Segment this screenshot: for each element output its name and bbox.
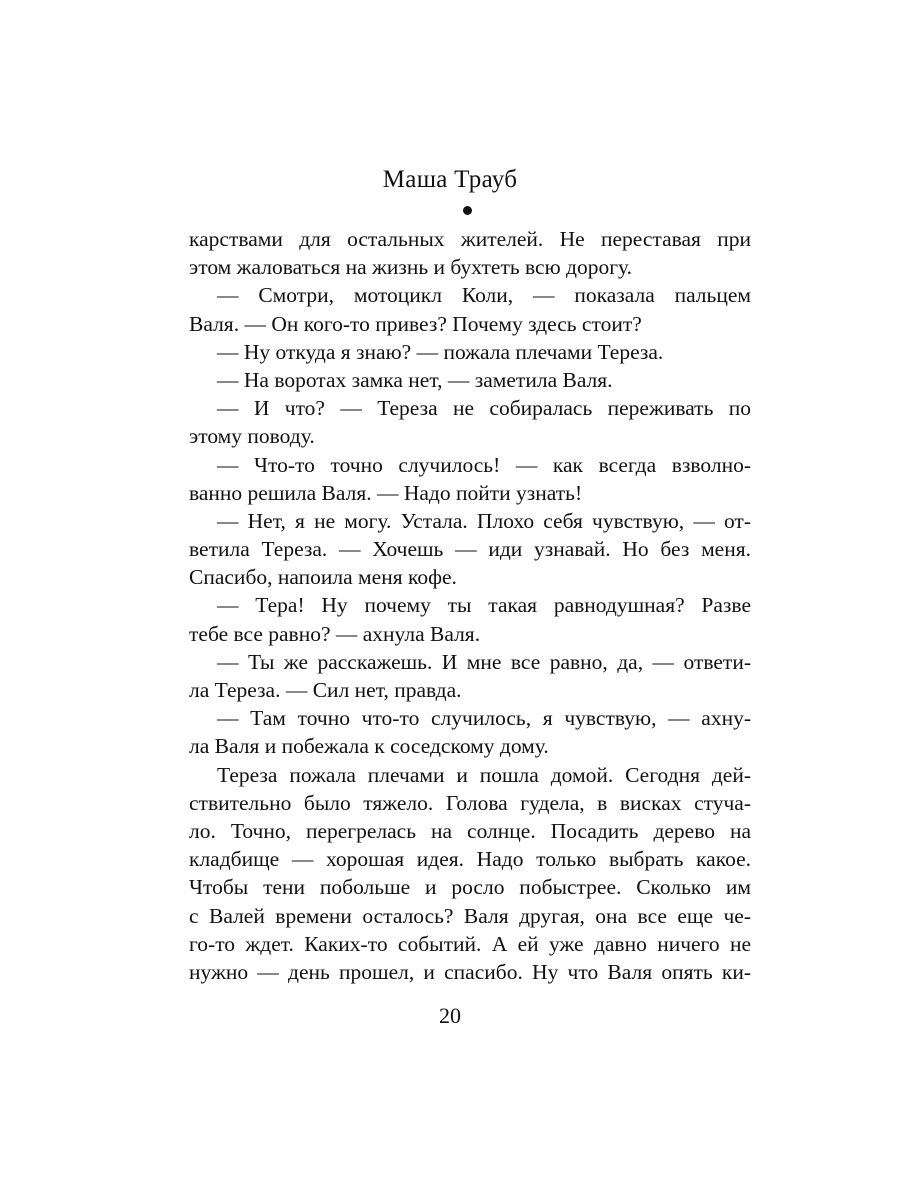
text-line: этом жаловаться на жизнь и бухтеть всю дорогу.: [189, 255, 633, 280]
page-number: 20: [439, 1003, 461, 1028]
text-line: Спасибо, напоила меня кофе.: [189, 565, 457, 590]
text-line: Тереза пожала плечами и пошла домой. Сегодня дей-: [217, 762, 751, 787]
text-line: ла Валя и побежала к соседскому дому.: [189, 734, 549, 759]
text-line: — Смотри, мотоцикл Коли, — показала пальцем: [217, 283, 751, 308]
body-text: [189, 225, 751, 986]
text-line: ла Тереза. — Сил нет, правда.: [189, 678, 462, 702]
text-line: — На воротах замка нет, — заметила Валя.: [217, 367, 613, 392]
text-line: ло. Точно, перегрелась на солнце. Посадить дерево на: [189, 818, 751, 843]
text-line: Чтобы тени побольше и росло побыстрее. Сколько им: [189, 875, 751, 900]
text-line: ванно решила Валя. — Надо пойти узнать!: [189, 480, 583, 505]
text-line: с Валей времени осталось? Валя другая, она все еще че-: [189, 903, 751, 928]
running-head-author: Маша Трауб: [382, 166, 518, 193]
text-line: — Ну откуда я знаю? — пожала плечами Тереза.: [217, 339, 664, 364]
text-line: — Что-то точно случилось! — как всегда взволно-: [217, 452, 751, 477]
text-line: тебе все равно? — ахнула Валя.: [189, 621, 481, 646]
text-line: этому поводу.: [189, 424, 315, 449]
text-line: Валя. — Он кого-то привез? Почему здесь стоит?: [189, 311, 642, 336]
bullet-ornament: [463, 206, 472, 215]
text-line: карствами для остальных жителей. Не переставая при: [189, 227, 751, 251]
text-line: — И что? — Тереза не собиралась переживать по: [217, 396, 751, 421]
text-line: — Тера! Ну почему ты такая равнодушная? Разве: [217, 593, 751, 618]
text-line: ветила Тереза. — Хочешь — иди узнавай. Но без меня.: [189, 537, 751, 562]
text-line: — Там точно что-то случилось, я чувствую, — ахну-: [217, 706, 751, 731]
text-line: — Ты же расскажешь. И мне все равно, да, — ответи-: [217, 649, 751, 674]
text-line: кладбище — хорошая идея. Надо только выбрать какое.: [189, 847, 751, 872]
text-line: нужно — день прошел, и спасибо. Ну что Валя опять ки-: [189, 959, 751, 984]
text-line: ствительно было тяжело. Голова гудела, в висках стуча-: [189, 790, 751, 815]
text-line: — Нет, я не могу. Устала. Плохо себя чувствую, — от-: [217, 508, 751, 533]
text-line: го-то ждет. Каких-то событий. А ей уже давно ничего не: [189, 931, 751, 956]
